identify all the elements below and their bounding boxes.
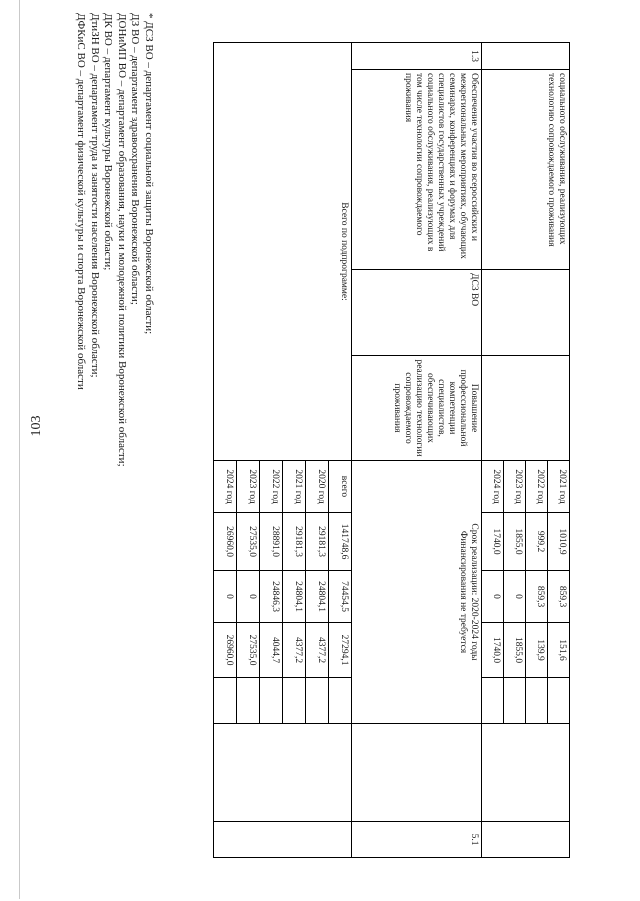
table-row: 2023 год 1855,0 0 1855,0	[504, 43, 526, 858]
cell-result: Повышение профессиональной компетенции специалистов, обеспечивающих реализацию технологии сопровождаемого проживания	[352, 356, 482, 461]
table-row: 2020 год 29181,3 24804,1 4377,2	[306, 43, 329, 858]
footnote-line: * ДСЗ ВО – департамент социальной защиты Воронежской области;	[143, 13, 155, 335]
table-row: 2022 год 999,2 859,3 139,9	[526, 43, 548, 858]
table-row: 2024 год 1740,0 0 1740,0	[482, 43, 504, 858]
footnote-line: ДОНиМП ВО – департамент образования, науки и молодежной политики Воронежской области;	[116, 13, 128, 467]
cell-period: Срок реализации: 2020-2024 годы Финансирования не требуется	[352, 461, 482, 724]
table-row: 1.3 Обеспечение участия во всероссийских и межрегиональных мероприятиях, обучающих семинарах, конференциях и форумах для специалистов государственных учреждений социального обслуживания, реализующих в том числе технологии сопровождаемого проживания ДСЗ ВО Повышение профессиональной компетенции специалистов, обеспечивающих реализацию технологии сопровождаемого проживания Срок реализации: 2020-2024 годы Финансирования не требуется 5.1	[352, 43, 482, 858]
footnote-line: ДФКиС ВО – департамент физической культуры и спорта Воронежской области	[75, 13, 88, 390]
cell-indicator: 5.1	[352, 822, 482, 858]
cell-event-name: Обеспечение участия во всероссийских и межрегиональных мероприятиях, обучающих семинарах, конференциях и форумах для специалистов государственных учреждений социального обслуживания, реализующих в том числе технологии сопровождаемого проживания	[352, 70, 482, 270]
page-number: 103	[29, 415, 44, 437]
footnote-line: ДтиЗН ВО – департамент труда и занятости населения Воронежской области;	[89, 13, 101, 378]
page-edge-line	[19, 0, 20, 899]
table-row: 2021 год 29181,3 24804,1 4377,2	[283, 43, 306, 858]
cell-executor: ДСЗ ВО	[352, 270, 482, 356]
cell-name: социального обслуживания, реализующих технологию сопровождаемого проживания	[482, 70, 570, 270]
table-row: 2023 год 27535,0 0 27535,0	[237, 43, 260, 858]
footnotes	[74, 13, 155, 873]
table-row: 2024 год 26960,0 0 26960,0	[214, 43, 237, 858]
total-label: Всего по подпрограмме:	[214, 43, 352, 461]
program-table	[213, 42, 570, 858]
table-row: 2022 год 28891,0 24846,3 4044,7	[260, 43, 283, 858]
footnote-line: ДК ВО – департамент культуры Воронежской области;	[102, 13, 115, 271]
table-row: Всего по подпрограмме: всего 141748,6 74454,5 27294,1	[329, 43, 352, 858]
table-row: социального обслуживания, реализующих технологию сопровождаемого проживания 2021 год 1010,9 859,3 151,6	[548, 43, 570, 858]
footnote-line: ДЗ ВО – департамент здравоохранения Воронежской области;	[129, 13, 142, 305]
